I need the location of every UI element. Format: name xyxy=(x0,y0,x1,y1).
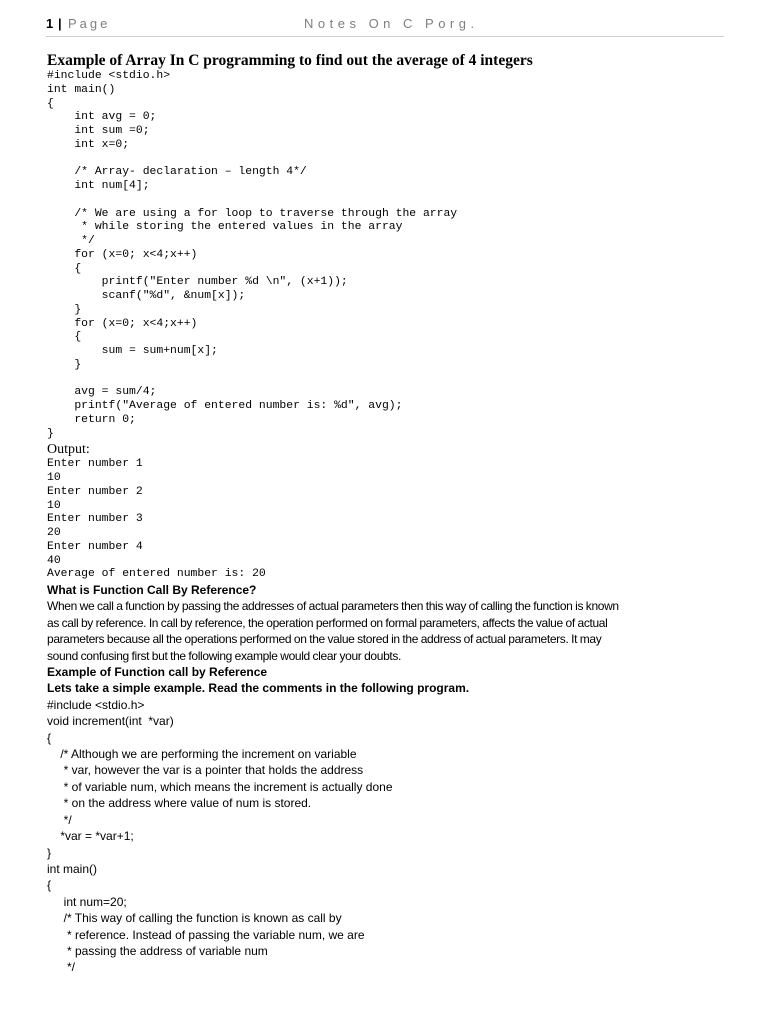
array-code-block: #include <stdio.h> int main() { int avg = 0; int sum =0; int x=0; /* Array- declaration – length 4*/ int num[4]; /* We are using a for loop to traverse through the array * while storing the entered values in the array */ for (x=0; x<4;x++) { printf("Enter number %d \n", (x+1)); scanf("%d", &num[x]); } for (x=0; x<4;x++) { sum = sum+num[x]; } avg = sum/4; printf("Average of entered number is: %d", avg); return 0; } xyxy=(47,70,458,440)
example-heading: Example of Function call by Reference xyxy=(47,665,268,680)
header-separator: | xyxy=(58,16,62,31)
call-by-reference-paragraph xyxy=(47,598,725,664)
example-intro: Lets take a simple example. Read the comments in the following program. xyxy=(47,681,470,696)
call-by-reference-heading: What is Function Call By Reference? xyxy=(47,583,257,597)
output-label: Output: xyxy=(47,442,90,458)
page-header xyxy=(46,14,724,37)
reference-code-block: #include <stdio.h> void increment(int *var) { /* Although we are performing the increment on variable * var, however the var is a pointer that holds the address * of variable num, which means the increment is actually done * on the address where value of num is stored. */ *var = *var+1; } int main() { int num=20; /* This way of calling the function is known as call by * reference. Instead of passing the variable num, we are * passing the address of variable num */ xyxy=(47,697,393,975)
page-content xyxy=(47,52,737,976)
paragraph-line: When we call a function by passing the addresses of actual parameters then this way of calling the function is known xyxy=(47,599,619,614)
page-number: 1 xyxy=(46,16,54,31)
paragraph-line: parameters because all the operations performed on the value stored in the address of actual parameters. It may xyxy=(47,632,602,647)
program-output: Enter number 1 10 Enter number 2 10 Enter number 3 20 Enter number 4 40 Average of entered number is: 20 xyxy=(47,458,266,581)
section-title: Example of Array In C programming to find out the average of 4 integers xyxy=(47,52,533,69)
paragraph-line: sound confusing first but the following example would clear your doubts. xyxy=(47,648,402,663)
document-title: Notes On C Porg. xyxy=(304,16,479,31)
page-label: Page xyxy=(68,16,111,31)
paragraph-line: as call by reference. In call by reference, the operation performed on formal parameters, affects the value of actual xyxy=(47,615,608,630)
